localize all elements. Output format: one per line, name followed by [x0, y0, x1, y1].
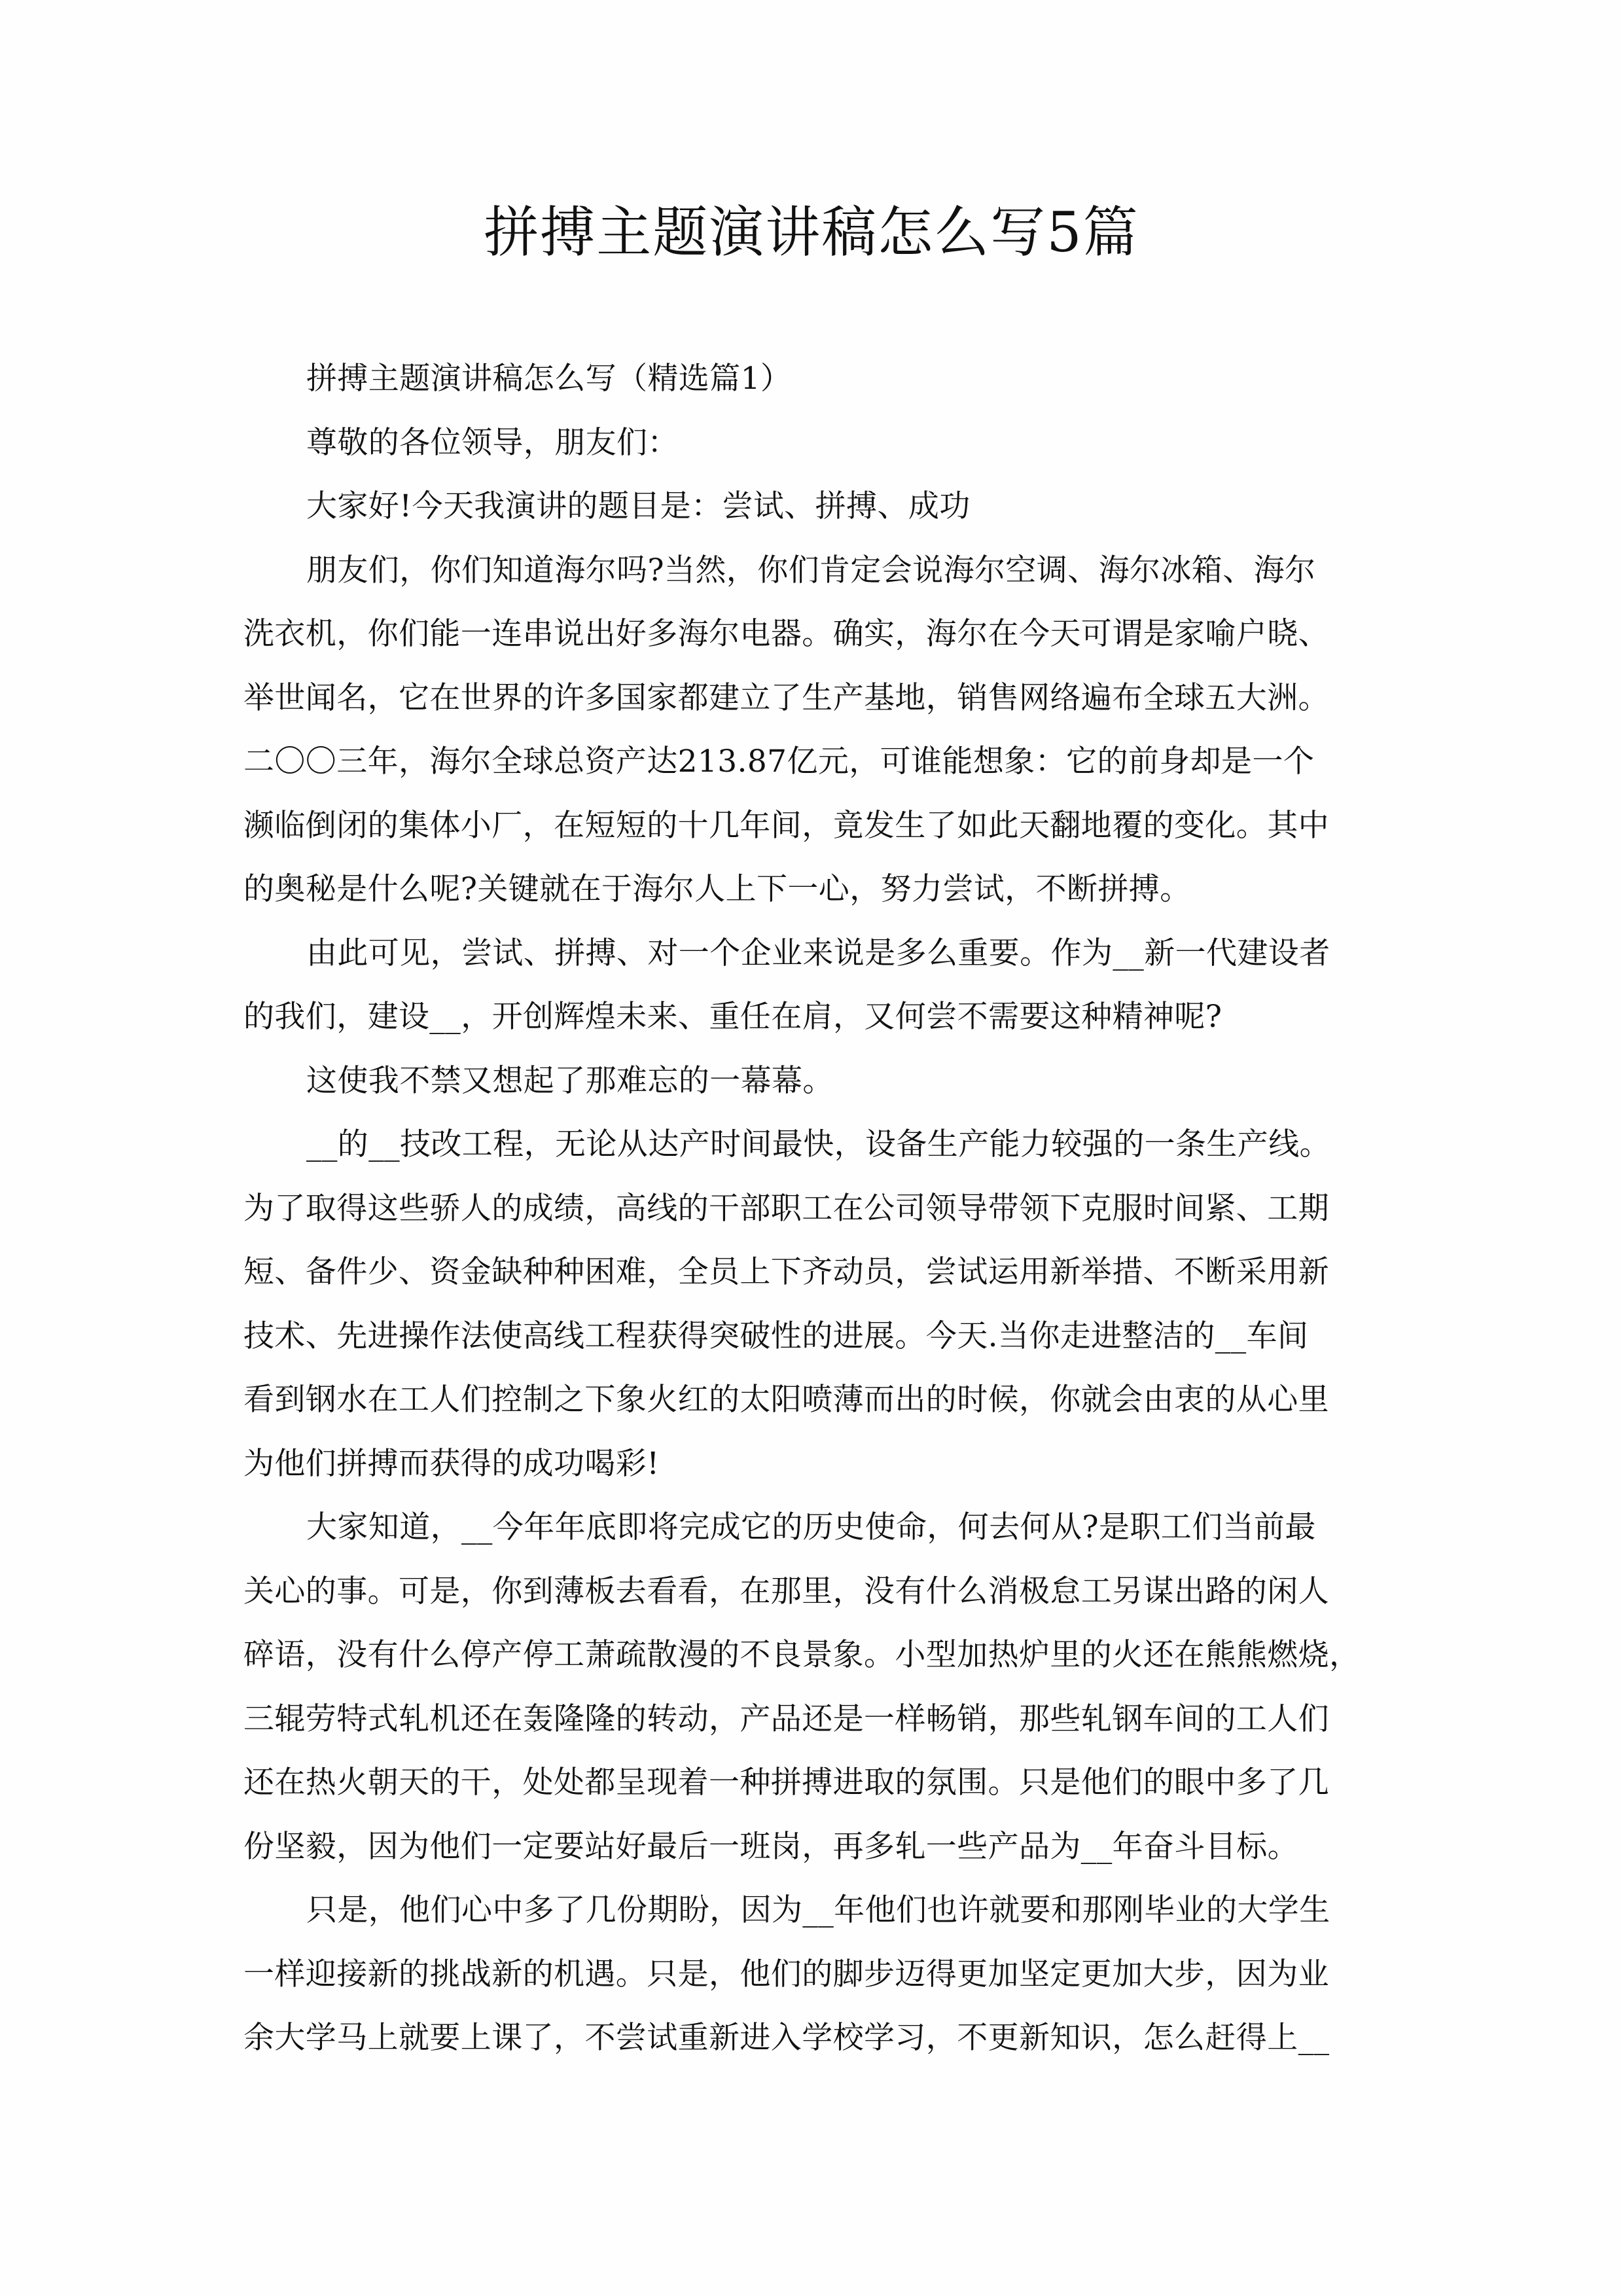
paragraph-first-line: 大家好!今天我演讲的题目是：尝试、拼搏、成功: [306, 488, 971, 524]
paragraph-line: 余大学马上就要上课了，不尝试重新进入学校学习，不更新知识，怎么赶得上__: [243, 2020, 1330, 2056]
paragraph-line: 技术、先进操作法使高线工程获得突破性的进展。今天.当你走进整洁的__车间: [243, 1318, 1309, 1354]
paragraph-line: 短、备件少、资金缺种种困难，全员上下齐动员，尝试运用新举措、不断采用新: [243, 1254, 1329, 1290]
paragraph-line: 举世闻名，它在世界的许多国家都建立了生产基地，销售网络遍布全球五大洲。: [243, 679, 1329, 716]
paragraph-first-line: 朋友们，你们知道海尔吗?当然，你们肯定会说海尔空调、海尔冰箱、海尔: [306, 552, 1316, 588]
paragraph-first-line: 这使我不禁又想起了那难忘的一幕幕。: [306, 1062, 834, 1099]
paragraph-line: 的奥秘是什么呢?关键就在于海尔人上下一心，努力尝试，不断拼搏。: [243, 871, 1191, 907]
paragraph-line: 看到钢水在工人们控制之下象火红的太阳喷薄而出的时候，你就会由衷的从心里: [243, 1382, 1329, 1418]
paragraph-line: 为他们拼搏而获得的成功喝彩!: [243, 1445, 660, 1482]
paragraph-line: 还在热火朝天的干，处处都呈现着一种拼搏进取的氛围。只是他们的眼中多了几: [243, 1765, 1329, 1801]
paragraph-line: 濒临倒闭的集体小厂，在短短的十几年间，竟发生了如此天翻地覆的变化。其中: [243, 807, 1329, 844]
paragraph-first-line: 尊敬的各位领导，朋友们：: [306, 424, 679, 461]
paragraph-first-line: 大家知道，__今年年底即将完成它的历史使命，何去何从?是职工们当前最: [306, 1509, 1316, 1545]
document-title: 拼搏主题演讲稿怎么写5篇: [484, 200, 1139, 264]
paragraph-line: 关心的事。可是，你到薄板去看看，在那里，没有什么消极怠工另谋出路的闲人: [243, 1573, 1329, 1609]
paragraph-line: 三辊劳特式轧机还在轰隆隆的转动，产品还是一样畅销，那些轧钢车间的工人们: [243, 1700, 1329, 1737]
paragraph-line: 洗衣机，你们能一连串说出好多海尔电器。确实，海尔在今天可谓是家喻户晓、: [243, 616, 1329, 652]
paragraph-first-line: 只是，他们心中多了几份期盼，因为__年他们也许就要和那刚毕业的大学生: [306, 1892, 1330, 1928]
paragraph-line: 一样迎接新的挑战新的机遇。只是，他们的脚步迈得更加坚定更加大步，因为业: [243, 1956, 1329, 1992]
document-body: [243, 347, 1395, 2070]
paragraph-line: 碎语，没有什么停产停工萧疏散漫的不良景象。小型加热炉里的火还在熊熊燃烧，: [243, 1637, 1361, 1673]
paragraph-first-line: 由此可见，尝试、拼搏、对一个企业来说是多么重要。作为__新一代建设者: [306, 935, 1330, 971]
paragraph-line: 二〇〇三年，海尔全球总资产达213.87亿元，可谁能想象：它的前身却是一个: [243, 744, 1315, 780]
paragraph-line: 的我们，建设__，开创辉煌未来、重任在肩，又何尝不需要这种精神呢?: [243, 999, 1222, 1035]
paragraph-first-line: 拼搏主题演讲稿怎么写（精选篇1）: [306, 361, 792, 397]
paragraph-line: 为了取得这些骄人的成绩，高线的干部职工在公司领导带领下克服时间紧、工期: [243, 1190, 1329, 1227]
paragraph-first-line: __的__技改工程，无论从达产时间最快，设备生产能力较强的一条生产线。: [306, 1126, 1330, 1162]
paragraph-line: 份坚毅，因为他们一定要站好最后一班岗，再多轧一些产品为__年奋斗目标。: [243, 1828, 1298, 1865]
